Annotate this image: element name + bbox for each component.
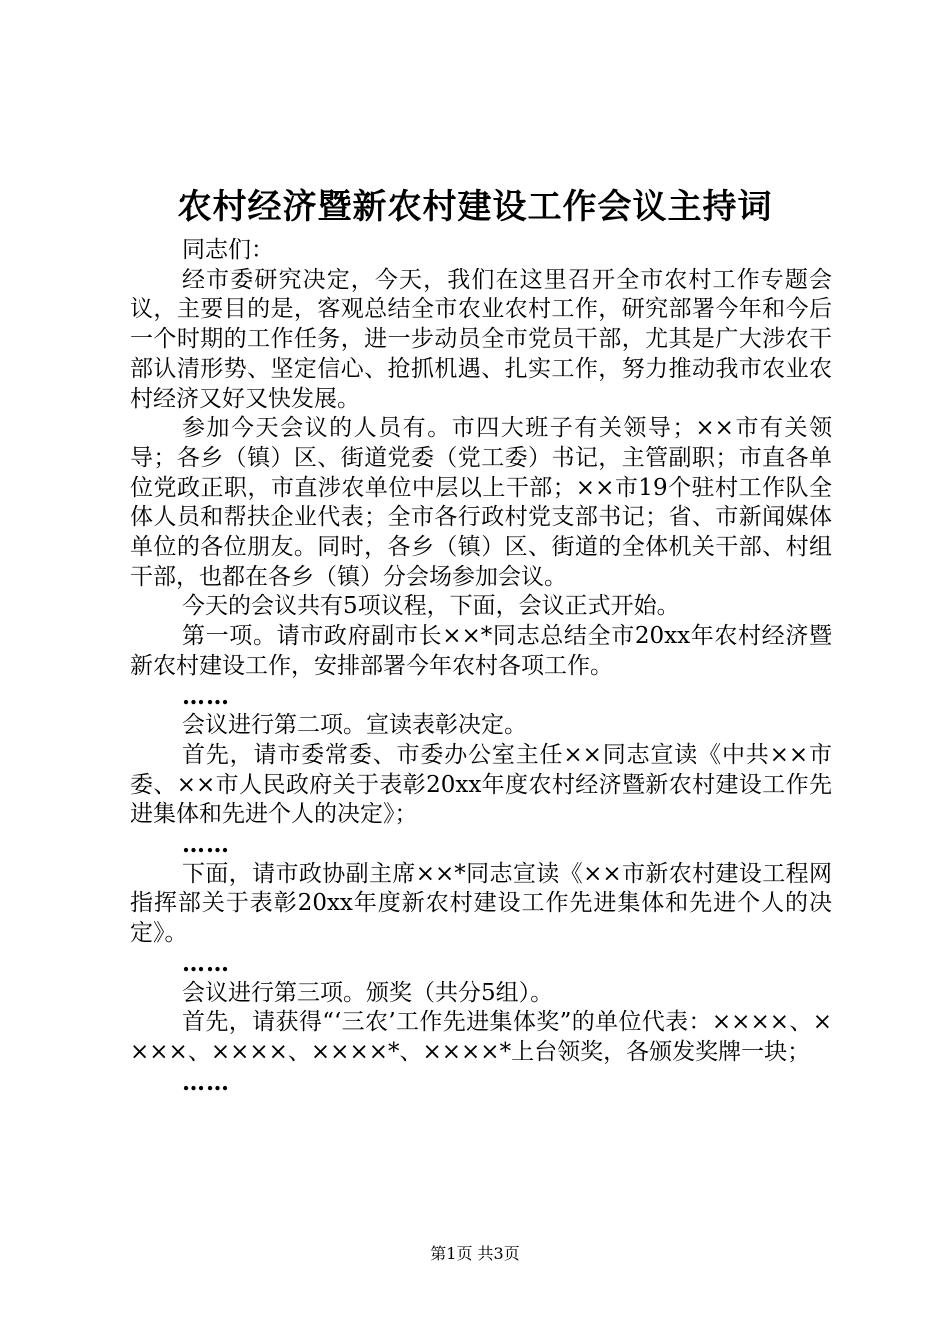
ellipsis-4: …… — [182, 1068, 230, 1096]
ellipsis-2: …… — [182, 831, 230, 859]
salutation: 同志们： — [182, 237, 274, 263]
paragraph-item-two: 会议进行第二项。宣读表彰决定。 — [182, 712, 527, 739]
paragraph-item-one: 第一项。请市政府副市长××*同志总结全市20xx年农村经济暨新农村建设工作，安排部署今年农村各项工作。 — [130, 623, 832, 679]
page-number: 第1页 共3页 — [430, 1244, 520, 1263]
paragraph-commendation-1: 首先，请市委常委、市委办公室主任××同志宣读《中共××市委、××市人民政府关于表彰20xx年度农村经济暨新农村建设工作先进集体和先进个人的决定》； — [130, 741, 832, 828]
paragraph-item-three: 会议进行第三项。颁奖（共分5组）。 — [182, 979, 554, 1006]
document-title: 农村经济暨新农村建设工作会议主持词 — [177, 187, 773, 227]
paragraph-agenda: 今天的会议共有5项议程，下面，会议正式开始。 — [182, 593, 680, 620]
paragraph-purpose: 经市委研究决定，今天，我们在这里召开全市农村工作专题会议，主要目的是，客观总结全市农业农村工作，研究部署今年和今后一个时期的工作任务，进一步动员全市党员干部，尤其是广大涉农干部认清形势、坚定信心、抢抓机遇、扎实工作，努力推动我市农业农村经济又好又快发展。 — [130, 266, 832, 412]
paragraph-attendees: 参加今天会议的人员有。市四大班子有关领导；××市有关领导；各乡（镇）区、街道党委（党工委）书记，主管副职；市直各单位党政正职，市直涉农单位中层以上干部；××市19个驻村工作队全体人员和帮扶企业代表；全市各行政村党支部书记；省、市新闻媒体单位的各位朋友。同时，各乡（镇）区、街道的全体机关干部、村组干部，也都在各乡（镇）分会场参加会议。 — [130, 415, 832, 590]
paragraph-commendation-2: 下面，请市政协副主席××*同志宣读《××市新农村建设工程网指挥部关于表彰20xx年度新农村建设工作先进集体和先进个人的决定》。 — [130, 860, 832, 947]
paragraph-awards: 首先，请获得“‘三农’工作先进集体奖”的单位代表：××××、××××、××××、××××*、××××*上台领奖，各颁发奖牌一块； — [130, 1009, 832, 1065]
ellipsis-1: …… — [182, 682, 230, 710]
document-body — [130, 236, 832, 1097]
ellipsis-3: …… — [182, 949, 230, 977]
